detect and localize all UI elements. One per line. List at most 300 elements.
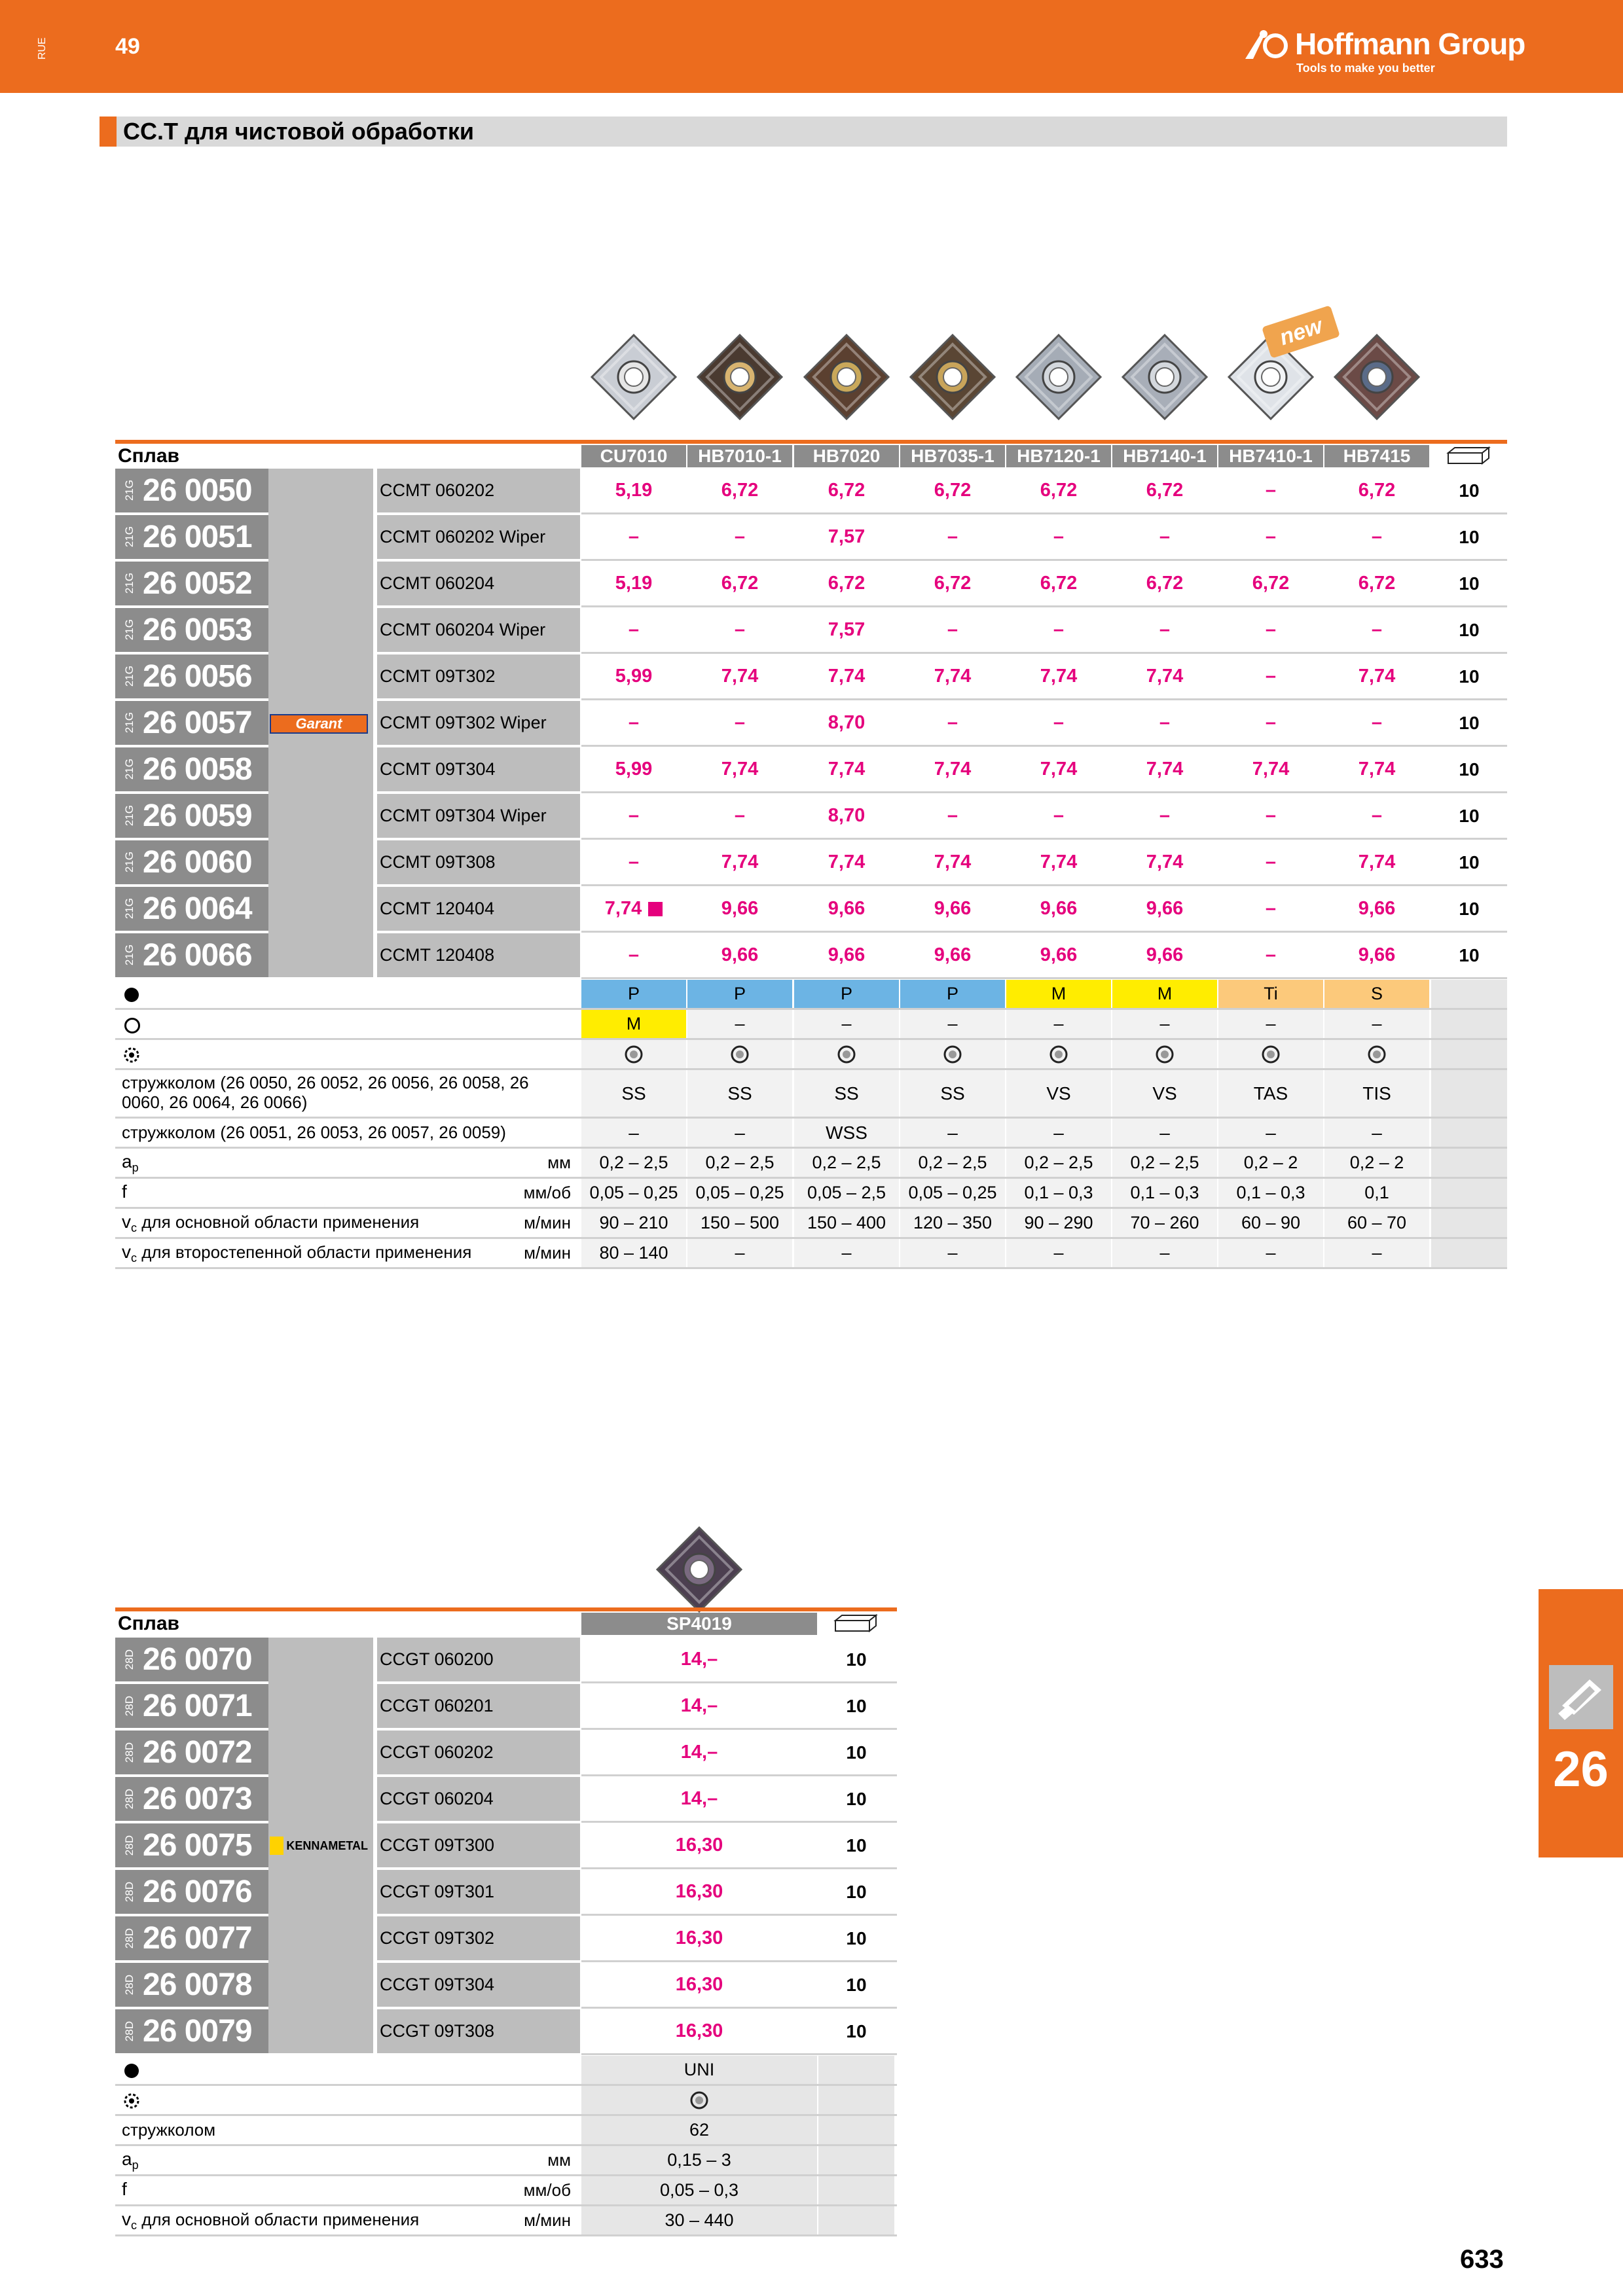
price-value: 7,74	[721, 666, 759, 687]
article-group-code: 21G	[123, 852, 136, 873]
iso-primary: P	[687, 980, 792, 1008]
price-value: –	[628, 944, 640, 965]
chipbreaker-value: –	[1218, 1119, 1323, 1147]
article-group-code: 28D	[123, 1695, 136, 1717]
price-value: 9,66	[1040, 944, 1078, 965]
designation: CCGT 060204	[377, 1777, 580, 1821]
designation: CCGT 09T308	[377, 2009, 580, 2053]
price-value: 7,57	[828, 526, 866, 547]
price-value: 7,74	[1252, 759, 1290, 780]
cutting-speed-main: 60 – 90	[1218, 1209, 1323, 1237]
chipbreaker-label-2: стружколом (26 0051, 26 0053, 26 0057, 26 0059)	[122, 1122, 506, 1142]
price-cell	[1218, 469, 1323, 512]
price-cell	[794, 515, 899, 559]
price-value: 16,30	[675, 1974, 723, 1995]
price-cell	[1218, 747, 1323, 791]
price-value: –	[947, 526, 958, 547]
pack-column-empty	[1431, 980, 1507, 1008]
cutting-depth: 0,2 – 2,5	[1112, 1149, 1217, 1177]
chipbreaker-value: –	[581, 1119, 686, 1147]
price-value: 9,66	[934, 944, 972, 965]
price-cell	[1006, 608, 1111, 652]
price-cell	[900, 887, 1005, 931]
chipbreaker-shape-icon	[1261, 1045, 1281, 1064]
price-value: 16,30	[675, 1835, 723, 1856]
designation: CCMT 120408	[377, 933, 580, 977]
designation: CCMT 060204	[377, 562, 580, 605]
designation: CCMT 09T302 Wiper	[377, 701, 580, 745]
price-cell	[1324, 840, 1429, 884]
price-value: 16,30	[675, 1881, 723, 1902]
f-label: f	[122, 1181, 127, 1202]
article-number-cell	[115, 1823, 268, 1867]
chipbreaker-shape-icon	[624, 1045, 644, 1064]
pack-qty: 10	[1459, 852, 1480, 872]
article-number-cell	[115, 608, 268, 652]
vc-main-text: для основной области применения	[137, 1212, 420, 1232]
pack-qty: 10	[846, 1928, 867, 1948]
article-number-cell	[115, 1916, 268, 1960]
package-icon	[1446, 445, 1491, 466]
row-divider	[581, 745, 1507, 747]
pack-column-empty	[818, 2206, 894, 2234]
designation: CCMT 060202 Wiper	[377, 515, 580, 559]
feed-rate: 0,05 – 0,3	[581, 2176, 817, 2204]
pack-qty: 10	[1459, 805, 1480, 826]
iso-primary: Ti	[1218, 980, 1323, 1008]
price-value: 7,74	[1358, 666, 1396, 687]
price-cell	[1324, 794, 1429, 838]
cutting-speed-secondary: –	[687, 1239, 792, 1267]
row-divider	[581, 884, 1507, 886]
price-cell	[581, 747, 686, 791]
price-value: 9,66	[721, 944, 759, 965]
iso-primary: P	[900, 980, 1005, 1008]
price-cell	[900, 794, 1005, 838]
cutting-speed-secondary: –	[1112, 1239, 1217, 1267]
row-divider	[581, 1774, 897, 1776]
chipbreaker-geometry-icon	[123, 1047, 140, 1064]
price-value: 6,72	[721, 573, 759, 594]
row-divider	[581, 977, 1507, 979]
price-value: 7,74	[721, 852, 759, 872]
designation: CCMT 09T302	[377, 655, 580, 698]
article-group-code: 21G	[123, 573, 136, 594]
insert-image-cu7010	[589, 332, 678, 422]
iso-secondary: –	[1218, 1010, 1323, 1038]
article-group-code: 28D	[123, 1649, 136, 1670]
price-value: 7,74	[828, 759, 866, 780]
article-number-cell	[115, 1638, 268, 1681]
price-value: –	[734, 712, 746, 733]
kennametal-text: KENNAMETAL	[286, 1839, 368, 1852]
article-group-code: 21G	[123, 666, 136, 687]
ap-label	[122, 2149, 139, 2172]
iso-secondary: –	[1324, 1010, 1429, 1038]
cutting-speed-secondary: –	[794, 1239, 899, 1267]
article-number-cell	[115, 1870, 268, 1914]
price-cell	[1218, 887, 1323, 931]
vc-symbol: v	[122, 1211, 131, 1232]
article-group-code: 21G	[123, 898, 136, 920]
article-group-code: 21G	[123, 805, 136, 827]
row-divider	[115, 1267, 1507, 1269]
price-value: 7,57	[828, 619, 866, 640]
price-cell	[581, 469, 686, 512]
price-value: 5,19	[615, 480, 653, 501]
price-cell	[687, 515, 792, 559]
cutting-depth: 0,2 – 2,5	[900, 1149, 1005, 1177]
pack-qty: 10	[1459, 898, 1480, 919]
grade-header-hb7120-1: HB7120-1	[1006, 445, 1111, 467]
article-number-cell	[115, 562, 268, 605]
secondary-application-icon	[124, 1018, 140, 1033]
vc-subscript: c	[131, 2219, 137, 2232]
price-cell	[1324, 747, 1429, 791]
price-cell	[900, 747, 1005, 791]
article-number: 26 0079	[143, 2014, 252, 2049]
article-group-code: 28D	[123, 1835, 136, 1856]
iso-secondary: –	[1112, 1010, 1217, 1038]
price-value: –	[1371, 712, 1383, 733]
price-value: 16,30	[675, 1928, 723, 1948]
price-value: –	[734, 805, 746, 826]
chipbreaker-label-1: стружколом (26 0050, 26 0052, 26 0056, 26 0058, 26 0060, 26 0064, 26 0066)	[122, 1073, 529, 1112]
alloy-label: Сплав	[118, 445, 179, 467]
pack-qty: 10	[1459, 712, 1480, 733]
price-value: 7,74	[934, 666, 972, 687]
price-cell	[900, 515, 1005, 559]
price-cell	[687, 887, 792, 931]
article-group-code: 21G	[123, 619, 136, 641]
pack-qty: 10	[1459, 759, 1480, 780]
price-value: –	[1265, 526, 1277, 547]
row-divider	[581, 1960, 897, 1962]
insert-image-hb7010-1	[695, 332, 784, 422]
article-number: 26 0058	[143, 752, 252, 787]
row-divider	[581, 512, 1507, 514]
article-group-code: 21G	[123, 480, 136, 501]
price-value: 7,74	[604, 898, 642, 919]
price-value: 6,72	[1040, 480, 1078, 501]
chipbreaker-value: 62	[581, 2116, 817, 2144]
price-value: 6,72	[1146, 573, 1184, 594]
price-cell	[1112, 562, 1217, 605]
designation: CCGT 09T300	[377, 1823, 580, 1867]
grade-header-hb7140-1: HB7140-1	[1112, 445, 1217, 467]
price-cell	[1324, 562, 1429, 605]
price-cell	[794, 701, 899, 745]
price-value: 9,66	[934, 898, 972, 919]
price-value: 9,66	[1358, 898, 1396, 919]
cutting-speed-main: 70 – 260	[1112, 1209, 1217, 1237]
pack-column-empty	[818, 2086, 894, 2114]
vc-subscript: c	[131, 1251, 137, 1265]
pack-qty: 10	[846, 1649, 867, 1670]
price-value: –	[734, 526, 746, 547]
page-number: 633	[1460, 2245, 1504, 2274]
price-value: 14,–	[680, 1695, 718, 1716]
article-number: 26 0059	[143, 798, 252, 833]
designation: CCMT 060204 Wiper	[377, 608, 580, 652]
grade-header-hb7035-1: HB7035-1	[900, 445, 1005, 467]
article-number: 26 0078	[143, 1967, 252, 2002]
vc-symbol: v	[122, 1242, 131, 1262]
pack-qty: 10	[846, 1695, 867, 1716]
primary-application-icon	[124, 2064, 139, 2078]
article-number: 26 0056	[143, 659, 252, 694]
chipbreaker-value: SS	[794, 1070, 899, 1117]
price-value: 6,72	[1358, 480, 1396, 501]
price-cell	[1218, 562, 1323, 605]
price-value: –	[947, 805, 958, 826]
price-value: 7,74	[721, 759, 759, 780]
article-number-cell	[115, 840, 268, 884]
ap-symbol: a	[122, 2149, 132, 2169]
article-number-cell	[115, 515, 268, 559]
price-cell	[1324, 608, 1429, 652]
price-cell	[687, 747, 792, 791]
price-value: 9,66	[828, 944, 866, 965]
chipbreaker-shape-icon	[943, 1045, 962, 1064]
price-cell	[794, 655, 899, 698]
article-group-code: 21G	[123, 712, 136, 734]
row-divider	[581, 1914, 897, 1916]
iso-primary: M	[1112, 980, 1217, 1008]
language-code: RUE	[37, 37, 48, 60]
pack-qty: 10	[1459, 619, 1480, 640]
price-cell	[687, 608, 792, 652]
price-value: 5,99	[615, 666, 653, 687]
cutting-depth: 0,2 – 2,5	[687, 1149, 792, 1177]
feed-rate: 0,1	[1324, 1179, 1429, 1207]
price-cell	[687, 655, 792, 698]
price-value: –	[734, 619, 746, 640]
brand-name: Hoffmann Group	[1295, 27, 1525, 61]
price-cell	[687, 933, 792, 977]
price-cell	[581, 608, 686, 652]
price-cell	[1006, 701, 1111, 745]
price-cell	[581, 794, 686, 838]
price-value: –	[1265, 852, 1277, 872]
price-value: –	[1265, 944, 1277, 965]
article-number: 26 0076	[143, 1874, 252, 1909]
chipbreaker-value: WSS	[794, 1119, 899, 1147]
cutting-speed-main: 30 – 440	[581, 2206, 817, 2234]
iso-secondary: –	[900, 1010, 1005, 1038]
price-value: 6,72	[934, 573, 972, 594]
primary-application-icon	[124, 988, 139, 1002]
price-value: 9,66	[1146, 944, 1184, 965]
price-cell	[794, 840, 899, 884]
article-number: 26 0070	[143, 1642, 252, 1677]
price-value: –	[1053, 712, 1065, 733]
price-cell	[581, 887, 686, 931]
price-value: 8,70	[828, 805, 866, 826]
grade-header-cu7010: CU7010	[581, 445, 686, 467]
price-cell	[1324, 701, 1429, 745]
insert-image-hb7415	[1332, 332, 1421, 422]
price-cell	[1006, 655, 1111, 698]
iso-secondary: –	[1006, 1010, 1111, 1038]
price-value: –	[947, 712, 958, 733]
chipbreaker-value: SS	[581, 1070, 686, 1117]
cutting-depth: 0,2 – 2,5	[1006, 1149, 1111, 1177]
price-cell	[687, 562, 792, 605]
cutting-speed-main: 150 – 500	[687, 1209, 792, 1237]
price-value: –	[1265, 619, 1277, 640]
price-value: –	[1265, 712, 1277, 733]
price-value: –	[1053, 526, 1065, 547]
feed-rate: 0,05 – 2,5	[794, 1179, 899, 1207]
price-cell	[1006, 933, 1111, 977]
article-number-cell	[115, 794, 268, 838]
designation: CCMT 09T304	[377, 747, 580, 791]
vc-main-unit: м/мин	[524, 1213, 571, 1232]
price-cell	[1218, 933, 1323, 977]
price-cell	[1324, 655, 1429, 698]
row-divider	[581, 791, 1507, 793]
article-number-cell	[115, 887, 268, 931]
cutting-depth: 0,2 – 2	[1218, 1149, 1323, 1177]
price-cell	[1006, 515, 1111, 559]
price-value: –	[628, 619, 640, 640]
cutting-speed-main: 120 – 350	[900, 1209, 1005, 1237]
designation: CCGT 060200	[377, 1638, 580, 1681]
designation: CCGT 09T302	[377, 1916, 580, 1960]
price-cell	[687, 794, 792, 838]
designation: CCMT 09T304 Wiper	[377, 794, 580, 838]
price-value: –	[1265, 480, 1277, 501]
chipbreaker-value: VS	[1006, 1070, 1111, 1117]
price-cell	[687, 469, 792, 512]
cutting-speed-main: 90 – 210	[581, 1209, 686, 1237]
price-cell	[1324, 515, 1429, 559]
brand-mark-icon	[1244, 29, 1290, 60]
price-value: –	[1265, 805, 1277, 826]
turning-insert-icon	[1549, 1665, 1613, 1729]
pack-column-empty	[1431, 1040, 1507, 1068]
price-value: 5,19	[615, 573, 653, 594]
article-number: 26 0075	[143, 1828, 252, 1863]
price-value: 6,72	[1040, 573, 1078, 594]
article-group-code: 28D	[123, 1788, 136, 1810]
article-group-code: 28D	[123, 2020, 136, 2042]
price-value: –	[1371, 805, 1383, 826]
ap-symbol: a	[122, 1151, 132, 1172]
price-value: 9,66	[1146, 898, 1184, 919]
new-badge: new	[1262, 305, 1340, 359]
feed-rate: 0,1 – 0,3	[1112, 1179, 1217, 1207]
feed-rate: 0,1 – 0,3	[1006, 1179, 1111, 1207]
price-value: –	[628, 712, 640, 733]
price-value: 16,30	[675, 2020, 723, 2041]
grade-header-hb7020: HB7020	[794, 445, 899, 467]
article-group-code: 21G	[123, 759, 136, 780]
price-value: 9,66	[1358, 944, 1396, 965]
price-value: 14,–	[680, 1788, 718, 1809]
section-title-bar	[100, 117, 1507, 147]
vc-main-label	[122, 1211, 419, 1235]
price-value: 7,74	[828, 852, 866, 872]
price-value: 7,74	[1040, 759, 1078, 780]
insert-image-hb7020	[802, 332, 891, 422]
price-cell	[794, 887, 899, 931]
price-cell	[1006, 562, 1111, 605]
price-value: –	[1159, 712, 1171, 733]
price-value: 9,66	[1040, 898, 1078, 919]
iso-primary: M	[1006, 980, 1111, 1008]
pack-qty: 10	[1459, 944, 1480, 965]
article-number-cell	[115, 1731, 268, 1774]
article-number-cell	[115, 933, 268, 977]
pack-column-empty	[1431, 1209, 1507, 1237]
pack-column-empty	[818, 2176, 894, 2204]
article-number-cell	[115, 655, 268, 698]
price-cell	[794, 469, 899, 512]
chipbreaker-value: VS	[1112, 1070, 1217, 1117]
ap-label	[122, 1151, 139, 1175]
row-divider	[581, 698, 1507, 700]
chipbreaker-shape-icon	[730, 1045, 750, 1064]
price-cell	[794, 562, 899, 605]
price-cell	[1324, 469, 1429, 512]
price-value: 7,74	[828, 666, 866, 687]
price-cell	[794, 933, 899, 977]
price-cell	[900, 469, 1005, 512]
price-value: 8,70	[828, 712, 866, 733]
pack-column-empty	[818, 2146, 894, 2174]
price-value: 7,74	[1040, 852, 1078, 872]
cutting-speed-main: 150 – 400	[794, 1209, 899, 1237]
chipbreaker-value: TIS	[1324, 1070, 1429, 1117]
price-value: 6,72	[721, 480, 759, 501]
iso-secondary: –	[794, 1010, 899, 1038]
pack-qty: 10	[846, 1742, 867, 1763]
price-value: –	[1053, 805, 1065, 826]
pack-column-empty	[818, 2056, 894, 2084]
vc-symbol: v	[122, 2209, 131, 2229]
price-cell	[1112, 933, 1217, 977]
price-cell	[1218, 794, 1323, 838]
price-value: 14,–	[680, 1742, 718, 1763]
article-group-code: 28D	[123, 1974, 136, 1996]
price-cell	[1006, 469, 1111, 512]
header-bar	[0, 0, 1623, 93]
article-number: 26 0077	[143, 1921, 252, 1956]
chipbreaker-value: –	[900, 1119, 1005, 1147]
ap-subscript: p	[132, 2159, 139, 2172]
price-cell	[1218, 608, 1323, 652]
row-divider	[581, 605, 1507, 607]
price-cell	[900, 840, 1005, 884]
article-number: 26 0064	[143, 891, 252, 926]
price-value: 9,66	[828, 898, 866, 919]
article-number: 26 0052	[143, 566, 252, 601]
price-cell	[1006, 747, 1111, 791]
price-value: –	[628, 526, 640, 547]
price-value: 7,74	[1146, 666, 1184, 687]
article-group-code: 21G	[123, 526, 136, 548]
new-price-marker-icon	[648, 902, 663, 916]
insert-image-sp4019	[655, 1525, 744, 1614]
price-value: –	[1053, 619, 1065, 640]
cutting-speed-secondary: –	[1006, 1239, 1111, 1267]
price-cell	[581, 655, 686, 698]
row-divider	[581, 931, 1507, 933]
price-cell	[1112, 840, 1217, 884]
garant-logo: Garant	[270, 714, 368, 734]
